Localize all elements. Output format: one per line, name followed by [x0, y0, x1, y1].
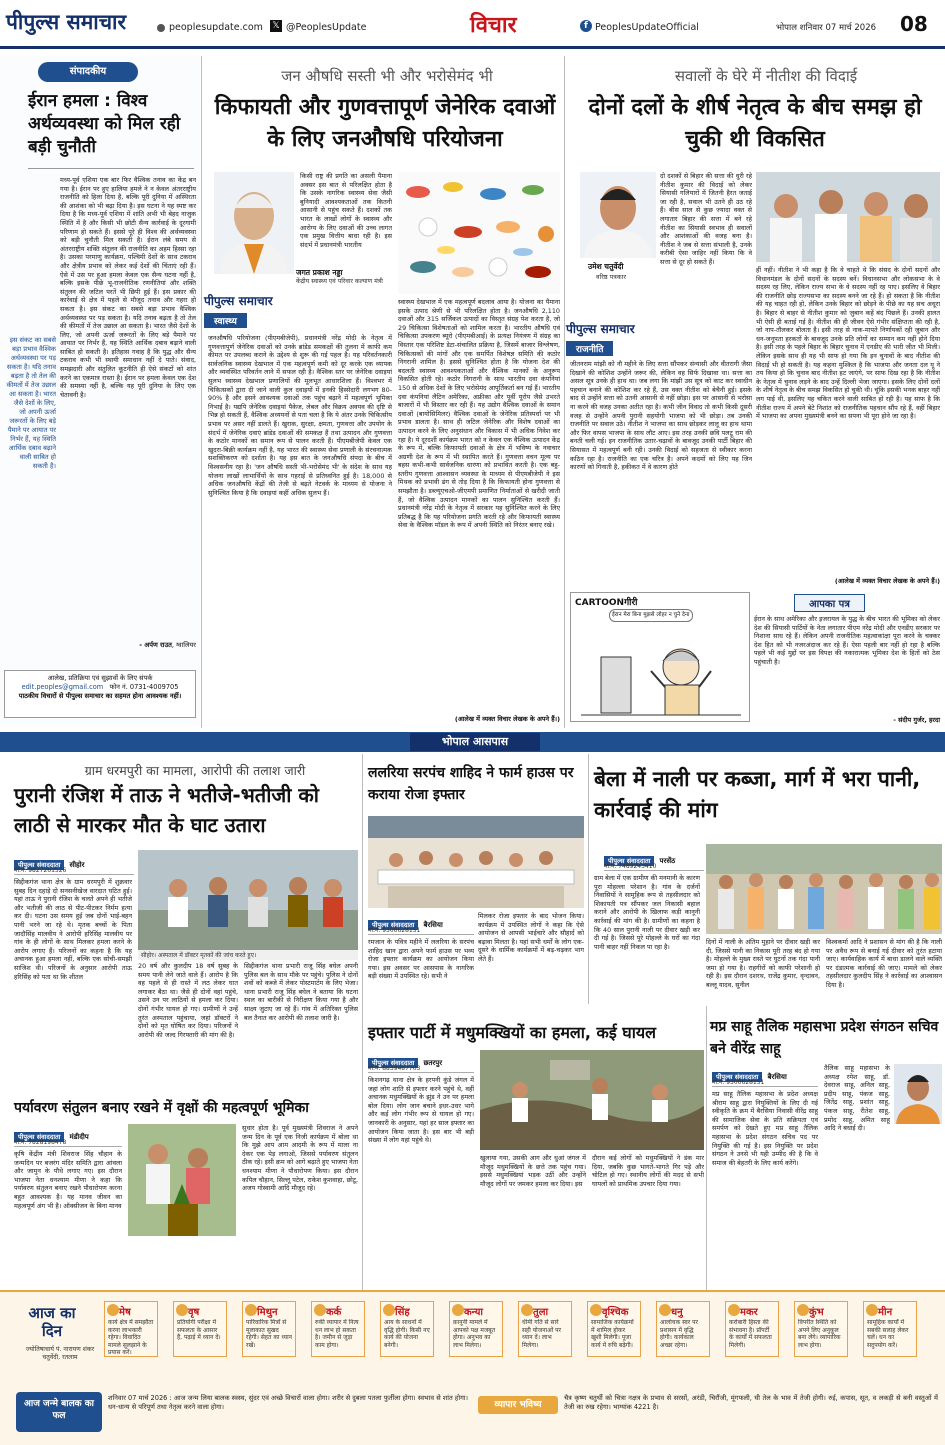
sahu-col2: तैलिक साहू महासभा के अध्यक्ष रमेश साहू, डॉ. देवराज साहू, अनिल साहू, प्रदीप साहू, पंकज साहू, जितेंद्र साहू, प्रशांत साहू, पंकज साहू, रीतेश साहू, प्रमोद साहू, अमित साहू आदि ने बधाई दी।: [824, 1064, 890, 1133]
sign-name: वृष: [188, 1307, 200, 1318]
masthead: [0, 0, 945, 56]
jan-intro: किसी राष्ट्र की प्रगति का असली पैमाना अक्सर इस बात से परिलक्षित होता है कि उसके नागरिक स्वास्थ्य सेवा जैसी बुनियादी आवश्यकताओं तक कितनी आसानी से पहुंच सकते हैं। दशकों तक भारत के लाखों लोगों के स्वास्थ्य और आरोग्य के लिए दवाओं की उच्च लागत एक प्रमुख वित्तीय बाधा रही है। इस संदर्भ में प्रधानमंत्री भारतीय: [300, 172, 392, 249]
murder-col3: सिद्दीकगंज थाना प्रभारी राजू सिंह बघेल अपनी पुलिस बल के साथ मौके पर पहुंचे। पुलिस ने दोनों शवों को कब्जे में लेकर पोस्टमार्टम के लिए भेजा। थाना प्रभारी राजू सिंह बघेल ने बताया कि घटना स्थल का बारीकी से निरीक्षण किया गया है और साक्ष्य जुटाए जा रहे हैं। गांव में अतिरिक्त पुलिस बल तैनात कर आरोपी की तलाश जारी है।: [244, 962, 358, 1022]
sign-text: सामूहिक कार्यों में सबकी सलाह लेकर चलें। धन का सदुपयोग करें।: [867, 1319, 909, 1349]
sign-text: कार्य क्षेत्र में समझौता करना लाभकारी रहेगा। विवादित मामले सुलझाने के प्रयास करें।: [108, 1319, 154, 1356]
sahu-photo: [894, 1064, 942, 1124]
zodiac-icon: [176, 1304, 188, 1316]
cartoon-label: CARTOONगीरी: [575, 598, 638, 608]
birthday-text: शनिवार 07 मार्च 2026 : आज जन्म लिया बालक स्वस्थ, सुंदर एवं अच्छे विचारों वाला होगा। शरीर से दुबला पतला फुर्तीला होगा। स्वभाव से शांत होगा। धन-धान्य से परिपूर्ण तथा नेतृत्व करने वाला होगा।: [108, 1394, 468, 1411]
sign-text: आय के साधनों में वृद्धि होगी। किसी नए कार्य की योजना बनेगी।: [384, 1319, 430, 1349]
sign-text: विपरीत स्थिति को अपने लिए अनुकूल बना लेंगे। व्यापारिक लाभ होगा।: [798, 1319, 841, 1349]
contact-box: [4, 670, 196, 718]
nitish-col1: जीतनराम मांझी को नौ महीने के लिए सत्ता सौंपकर संन्यासी और वीतरागी जैसा दिखाने की कोशिश उन्होंने जरूर की, लेकिन वह सिर्फ दिखावा था। सत्ता का असल सूत्र उनके ही हाथ था। जब लगा कि मांझी उस सूत्र को काट कर स्वाधीन पहचान बनाने की कोशिश कर रहे हैं, उस वक्त नीतीश को बेचैनी हुई। इसके बाद से उन्होंने सत्ता को उतनी आसानी से नहीं छोड़ा। इस पर आसानी से भरोसा ना करने की वजह उनका अतीत रहा है। कभी जीन विवाद तो कभी किसी दूसरी वजह से उन्होंने अपनी पुरानी सहयोगी भाजपा को भी छोड़ा। तब उनकी राजनीति पर सवाल उठे। नीतीश ने भाजपा का साथ छोड़कर लालू का हाथ थामा और फिर वापस भाजपा के साथ लौट आए। इस तरह उनकी छवि पलटू राम की बनती चली गई। इन राजनीतिक उतार-चढ़ावों के बावजूद उनकी पार्टी बिहार की सियासत में महत्वपूर्ण बनी रही। उनकी विदाई को सहजता से स्वीकार करना कठिन रहा है। राजनीति का एक चरित्र है। अपने कदमों को लिए यह जिन कारणों को गिनाती है, हकीकत में वे कारण होते: [570, 360, 752, 472]
portrait-illustration: [894, 1064, 942, 1124]
byline-place: परसेंठ: [659, 857, 676, 865]
trees-col1: कृषि केंद्रीय मंत्री शिवराज सिंह चौहान के जन्मदिन पर बजरंग मंदिर समिति द्वारा आंवला और जामुन के पौधे लगाए गए। इस दौरान भाजपा नेता धनश्याम मीणा ने कहा कि पर्यावरण संतुलन बनाए रखने पौधारोपण करना बहुत आवश्यक है। यह मानव जीवन का महत्वपूर्ण अंग भी है। ऑक्सीजन के बिना मानव: [14, 1150, 122, 1210]
pills-illustration: [398, 172, 560, 294]
zodiac-icon: [797, 1304, 809, 1316]
horoscope-sign-4: [380, 1301, 434, 1357]
business-text: चैत्र कृष्ण चतुर्थी को चित्रा नक्षत्र के प्रभाव से सरसों, अरंडी, चिरौंजी, मूंगफली, घी तेल के भाव में तेजी होगी। रुई, कपास, सूत, व लकड़ी से बनी वस्तुओं में तेजी का रुख रहेगा। भाग्यांक 4221 है।: [564, 1394, 938, 1411]
sign-name: कर्क: [326, 1307, 342, 1318]
business-title: व्यापार भविष्य: [478, 1396, 558, 1414]
byline-place: बैरसिया: [767, 1073, 787, 1081]
murder-headline: पुरानी रंजिश में ताऊ ने भतीजे-भतीजी को लाठी से मारकर मौत के घाट उतारा: [14, 783, 319, 837]
sahu-mobile: मो.नं. 9300628151: [712, 1078, 818, 1087]
murder-mobile: मो.नं. 9827261526: [14, 866, 134, 875]
letters-box: [754, 592, 940, 722]
nitish-intro: दो दशकों से बिहार की सत्ता की धुरी रहे नीतीश कुमार की विदाई को लेकर सियासी गलियारों में जितनी हैरत जताई जा रही है, सवाल भी उतने ही उठ रहे हैं। बीस साल से कुछ ज्यादा वक्त से लगातार बिहार की सत्ता में बने रहे नीतीश का सियासी स्वभाव ही सवालों और आशंकाओं की वजह बना है। नीतीश ने जब से सत्ता संभाली है, उनके करीबी ऐसा जाहिर नहीं किया कि वे सत्ता से दूर हो सकते हैं।: [660, 172, 752, 266]
contact-details: [8, 683, 192, 692]
horoscope-sign-5: [449, 1301, 503, 1357]
nitish-kicker: सवालों के घेरे में नीतीश की विदाई: [674, 67, 858, 85]
byline-label: पीपुल्स संवाददाता: [368, 1058, 418, 1068]
x-handle[interactable]: @PeoplesUpdate: [286, 22, 367, 33]
sign-text: रुकी व्यापार में नित्य धन लाभ हो सकता है। जमीन से जुड़ा काम होगा।: [315, 1319, 359, 1349]
local-band-label: भोपाल आसपास: [410, 733, 540, 751]
trees-col2: सुधार होता है। पूर्व मुख्यमंत्री शिवराज ने अपने जन्म दिन के पूर्व एक निजी कार्यक्रम में बोला था कि मुझे आप आम आदमी के रूप में माला ना देकर एक पेड़ लगाओ, जिससे पर्यावरण संतुलन ठीक रहे। इसी क्रम को आगे बढ़ाते हुए भाजपा नेता धनश्याम मीणा ने पौधारोपण किया। इस दौरान कपिल चौहान, सिल्लू पटेल, राकेश कुशवाहा, छोटू, अजय गोस्वामी आदि मौजूद रहे।: [242, 1124, 358, 1193]
story-drain: [590, 754, 944, 1004]
dateline: भोपाल शनिवार 07 मार्च 2026: [776, 23, 877, 33]
jan-col1: जनऔषधि परियोजना (पीएमबीजेपी), प्रधानमंत्री नरेंद्र मोदी के नेतृत्व में गुणवत्तापूर्ण जेनेरिक दवाओं को उनके ब्रांडेड समकक्षों की तुलना में काफी कम कीमत पर उपलब्ध कराने के उद्देश्य से शुरू की गई पहल है। यह परिवर्तनकारी सार्वजनिक स्वास्थ्य देखभाल में एक महत्वपूर्ण कमी को दूर करके एक व्यापक और व्यवस्थित परिवर्तन लाने में सफल रही है। वैश्विक स्तर पर जेनेरिक दवाइयां सुलभ स्वास्थ्य देखभाल प्रणालियों की मूलभूत आधारशिला हैं। विश्वभर में चिकित्सकों द्वारा दी जाने वाली कुल दवाइयों में इनकी हिस्सेदारी लगभग 80-90% है और इसने आवश्यक दवाओं तक पहुंच बढ़ाने में महत्वपूर्ण भूमिका निभाई है। यद्यपि जेनेरिक दवाइयां पैकेज, लेबल और विक्रय अवयव की दृष्टि से भिन्न हो सकती हैं, वैश्विक अध्ययनों से पता चला है कि ये अंतर उनके चिकित्सीय प्रभाव पर असर नहीं डालते हैं। खुराक, सुरक्षा, क्षमता, गुणवत्ता और उपयोग के संदर्भ में जेनेरिक दवाएं ब्रांडेड दवाओं की समकक्ष हैं तथा उत्पादन और गुणवत्ता के कठोर मानकों का समान रूप से पालन करती हैं। पीएमबीजेपी केवल एक खुदरा-बिक्री कार्यक्रम नहीं है, यह भारत की स्वास्थ्य सेवा प्रणाली के संरचनात्मक सशक्तिकरण को दर्शाता है। यह इस बात के जनऔषधि संपदा के बीच में विश्वसनीय रहा है। 'जन औषधि सस्ती भी-भरोसेमंद भी' के संदेश के साथ यह योजना लाखों लाभार्थियों के साथ गहराई से प्रतिध्वनित हुई है। 18,000 से अधिक जनऔषधि केंद्रों की तेजी से बढ़ते नेटवर्क के माध्यम से योजना ने सुनिश्चित किया है कि दवाइयां कहीं अधिक सुलभ हैं।: [208, 334, 392, 497]
facebook-icon: f: [580, 20, 592, 32]
horoscope-sign-11: [863, 1301, 917, 1357]
facebook-handle[interactable]: PeoplesUpdateOfficial: [595, 22, 699, 33]
story-bees: [364, 1006, 704, 1338]
sign-text: धीमी गति से सारे सही योजनाओं पर ध्यान दें। लाभ मिलेगा।: [522, 1319, 561, 1349]
drain-headline: बेला में नाली पर कब्जा, मार्ग में भरा पानी, कार्रवाई की मांग: [594, 767, 921, 822]
masthead-rule: [0, 46, 945, 49]
editorial-body: मध्य-पूर्व एशिया एक बार फिर वैश्विक तनाव का केंद्र बन गया है। ईरान पर हुए हालिया हमले ने न केवल अंतरराष्ट्रीय राजनीति को हिला दिया है, बल्कि पूरी दुनिया में अस्थिरता की आशंका को भी बढ़ा दिया है। इस घटना ने यह स्पष्ट कर दिया है कि मध्य-पूर्व एशिया में शांति अभी भी बेहद नाजुक स्थिति में है और किसी भी छोटी सैन्य कार्रवाई के दूरगामी परिणाम हो सकते हैं। इससे पूरे ही विश्व की अर्थव्यवस्था को बड़ी चुनौती मिल सकती है। ईरान लंबे समय से अंतरराष्ट्रीय शक्ति संतुलन की राजनीति का अहम हिस्सा रहा है। उसका परमाणु कार्यक्रम, पश्चिमी देशों के साथ टकराव और क्षेत्रीय प्रभाव को लेकर कई देशों की चिंताएं रही हैं। ऐसे में उस पर हुआ हमला केवल एक सैन्य घटना नहीं है, बल्कि इसके पीछे भू-राजनीतिक रणनीतियां और शक्ति संतुलन की जटिल परतें भी छिपी हुई हैं। इस प्रकार की कार्रवाई से क्षेत्र में पहले से मौजूद तनाव और गहरा हो सकता है। इस संकट का सबसे बड़ा प्रभाव वैश्विक अर्थव्यवस्था पर पड़ सकता है। यदि तनाव बढ़ता है तो तेल की कीमतों में तेज उछाल आ सकता है। भारत जैसे देशों के लिए, जो अपनी ऊर्जा जरूरतों के लिए बड़े पैमाने पर आयात पर निर्भर हैं, यह स्थिति आर्थिक दबाव बढ़ाने वाली साबित हो सकती है। इतिहास गवाह है कि युद्ध और सैन्य टकराव कभी भी स्थायी समाधान नहीं दे पाते। संवाद, समझदारी और संतुलित कूटनीति ही ऐसे संकटों को शांत करने का एकमात्र रास्ता है। ईरान पर हमला केवल एक देश की समस्या नहीं है, बल्कि यह पूरी दुनिया के लिए एक चेतावनी है।: [60, 176, 196, 399]
brand-logo: पीपुल्स समाचार: [6, 10, 127, 34]
health-section-tag: स्वास्थ्य: [204, 313, 247, 328]
horoscope-sign-9: [725, 1301, 779, 1357]
today-text: ज्योतिषाचार्य पं. नारायण शंकर चतुर्वेदी, रतलाम: [25, 1346, 95, 1361]
today-box: [16, 1300, 102, 1392]
disclaimer: पाठकीय विचारों से पीपुल्स समाचार का सहमत होना आवश्यक नहीं।: [18, 692, 182, 700]
horoscope-sign-8: [656, 1301, 710, 1357]
editorial-rule: [28, 168, 194, 169]
zodiac-icon: [314, 1304, 326, 1316]
zodiac-icon: [107, 1304, 119, 1316]
byline-place: छतरपुर: [423, 1059, 443, 1067]
sign-name: कन्या: [464, 1307, 484, 1318]
cartoon-bubble: ईरान मेरा बिना मुझसे लोहर न चुने देना: [609, 609, 693, 622]
editorial-headline: ईरान हमला : विश्व अर्थव्यवस्था को मिल रही बड़ी चुनौती: [28, 91, 181, 157]
website-icon: [157, 24, 165, 32]
jan-headline: किफायती और गुणवत्तापूर्ण जेनेरिक दवाओं के लिए जनऔषधि परियोजना: [214, 95, 556, 152]
zodiac-icon: [728, 1304, 740, 1316]
politics-brand: पीपुल्स समाचार: [566, 322, 635, 336]
murder-photo: [138, 850, 358, 950]
drain-col3: विश्वकर्मा आदि ने प्रशासन से मांग की है कि नाली पर अवैध रूप से बनाई गई दीवार को तुरंत हटाया जाए। कार्यवाहिक कार्य में बाधा डालने वाले व्यक्ति पर दंडात्मक कार्रवाई की जाए। मामले को लेकर तहसीलदार कुलदीप सिंह ने कार्रवाई का आश्वासन दिया है।: [826, 938, 942, 989]
jan-col2: स्वास्थ्य देखभाल में एक महत्वपूर्ण बदलाव आया है। योजना का पैमाना इसके उत्पाद श्रेणी से भी परिलक्षित होता है। जनऔषधि 2,110 दवाओं और 315 सर्जिकल उत्पादों का विस्तृत संग्रह पेश करता है, जो 29 चिकित्सा विशेषताओं को शामिल करता है। भारतीय औषधि एवं चिकित्सा उपकरण ब्यूरो (पीएमबीआई) के प्रत्यक्ष नियंत्रण में संग्रह का विस्तार एक परिशिष्ट डेटा-संचालित प्रक्रिया है, जिसमें बाजार विश्लेषण, चिकित्सकों की मांगों और एक समर्पित विशेषज्ञ समिति की कठोर निगरानी शामिल है। इससे सुनिश्चित होता है कि योजना देश की बदलती स्वास्थ्य आवश्यकताओं और वैश्विक मानकों के अनुरूप विकसित होती रहे। कठोर निगरानी के साथ भारतीय दवा कंपनियां 150 से अधिक देशों के लिए भरोसेमंद आपूर्तिकर्ता बन गई हैं। भारतीय दवा कंपनियां लैटिन अमेरिका, अफ्रीका और पूर्वी यूरोप जैसे उभरते बाजारों में भी विस्तार कर रही हैं। यह उद्योग वैश्विक दवाओं के समान दवाओं (बायोसिमिलर) वैश्विक दवाओं के जेनेरिक प्रतिस्पर्धा पर भी प्रभाव डालता है। साथ ही जटिल जेनेरिक और विशेष दवाओं का उत्पादन करने के लिए अनुसंधान और विकास में भी अधिक निवेश कर रहा है। ये दूरदर्शी कार्यक्रम भारत को न केवल एक वैश्विक उत्पादन केंद्र के रूप में, बल्कि किफायती दवाओं के क्षेत्र में भविष्य के नवाचार अग्रणी देश के रूप में भी स्थापित करते हैं। गुणवत्ता वचन मूल्य पर बहस कभी-कभी सार्वजनिक धारणा को प्रभावित करती है। एक बहु-स्तरीय गुणवत्ता आश्वासन व्यवस्था के माध्यम से पीएमबीजेपी ने इस मिथक को प्रभावी ढंग से तोड़ दिया है कि किफायती होना गुणवत्ता से समझौता है। डब्ल्यूएचओ-जीएमपी प्रमाणित निर्माताओं से खरीदी जाती हैं, जो वैश्विक उत्पादन मानकों का पालन सुनिश्चित करती हैं। प्रधानमंत्री नरेंद्र मोदी के नेतृत्व में सरकार यह सुनिश्चित करने के लिए प्रतिबद्ध है कि यह परियोजना प्रगति करती रहे और किफायती स्वास्थ्य सेवा के वैश्विक मॉडल के रूप में अपनी स्थिति को निरंतर बनाए रखे।: [398, 298, 560, 530]
page-number: 08: [900, 12, 928, 36]
politics-section-tag: राजनीति: [566, 341, 613, 356]
sign-name: मिथुन: [257, 1307, 278, 1318]
editorial-column: [0, 56, 200, 724]
politics-brand-box: [566, 320, 658, 356]
byline-label: पीपुल्स संवाददाता: [712, 1072, 762, 1082]
horoscope-sign-3: [311, 1301, 365, 1357]
contact-line: आलेख, प्रतिक्रिया एवं सुझावों के लिए संपर्क: [47, 674, 153, 682]
letter-sign: - अर्पण राउत, ग्वालियर: [139, 641, 196, 649]
article-jan-aushadhi: [204, 56, 562, 728]
byline-label: पीपुल्स संवाददाता: [604, 856, 654, 866]
x-icon: 𝕏: [270, 20, 282, 32]
sign-name: वृश्चिक: [602, 1307, 629, 1318]
byline-label: पीपुल्स संवाददाता: [368, 920, 418, 930]
sign-text: क़ानूनी मामले में आपको पक्ष मजबूत होगा। अनुभव का लाभ मिलेगा।: [453, 1319, 496, 1349]
author-photo-nadda: [214, 172, 294, 274]
zodiac-icon: [866, 1304, 878, 1316]
bees-col3: दौरान कई लोगों को मधुमक्खियों ने डंक मार दिया, जबकि कुछ भागते-भागते गिर पड़े और चोटिल हो गए। स्थानीय लोगों की मदद से सभी घायलों को प्राथमिक उपचार दिया गया।: [592, 1154, 704, 1188]
sign-name: मकर: [740, 1307, 758, 1318]
horoscope-strip: [0, 1290, 945, 1445]
murder-kicker: ग्राम धरमपुरी का मामला, आरोपी की तलाश जारी: [84, 763, 306, 778]
zodiac-icon: [383, 1304, 395, 1316]
horoscope-sign-1: [173, 1301, 227, 1357]
today-title: आज का दिन: [28, 1304, 76, 1340]
zodiac-icon: [452, 1304, 464, 1316]
drain-col2: दिनों में नाली के अंतिम मुहाने पर दीवार खड़ी कर दी, जिससे पानी का निकास पूरी तरह बंद हो गया है। मोहल्ले के मुख्य रास्ते पर घुटनों तक गंदा पानी जमा हो गया है। राहगीरों को काफी परेशानी हो रही है। इस दौरान दशरथ, राजेंद्र कुमार, वृन्दावन, बल्लू यादव, सुनील: [706, 938, 820, 989]
iftar-illustration: [368, 816, 584, 908]
bees-col1: किशनगढ़ थाना क्षेत्र के हरपनी कुंडे जंगल में जहां लोग शाति से इफ्तार करने पहुंचे थे, वहीं अचानक मधुमक्खियों के झुंड ने उन पर हमला बोल दिया। लोग जान बचाने इधर-उधर भागे और कई लोग गंभीर रूप से घायल हो गए। जानकारी के अनुसार, यहां हर साल इफ्तार का आयोजन किया जाता है। इस बार भी बड़ी संख्या में लोग यहां पहुंचे थे।: [368, 1076, 474, 1145]
zodiac-icon: [590, 1304, 602, 1316]
hospital-illustration: [138, 850, 358, 950]
murder-col1: सिद्दीकगंज थाना क्षेत्र के ग्राम धरमपुरी में शुक्रवार सुबह दिन दहाड़े दो सनसनीखेज वारदात घटित हुई। यहां ताऊ ने पुरानी रंजिश के चलते अपने ही भतीजे और भतीजी की लाठ से पीट-पीटकर निर्मम हत्या कर दी। घटना उस समय हुई जब दोनों भाई-बहन पानी भरने जा रहे थे। मृतक बच्चों के पिता जादौसिंह मालवीय ने आरोपी हरिसिंह मालवीय पर गांव के ही लोगों के साथ मिलकर हमला करने के आरोप लगाए हैं। परिजनों का कहना है कि यह अचानक हुआ हमला नहीं, बल्कि एक सोची-समझी साजिश थी। परिजनों के अनुसार आरोपी ताऊ हरिसिंह को पता था कि शीतल: [14, 878, 132, 981]
website-link[interactable]: peoplesupdate.com: [169, 22, 263, 33]
byline-place: सीहोर: [69, 861, 85, 869]
byline-place: मंडीदीप: [69, 1133, 89, 1141]
trees-headline: पर्यावरण संतुलन बनाए रखने में वृक्षों की महत्वपूर्ण भूमिका: [14, 1100, 309, 1116]
sign-name: सिंह: [395, 1307, 410, 1318]
letters-title: आपका पत्र: [794, 594, 865, 612]
byline-label: पीपुल्स संवाददाता: [14, 860, 64, 870]
letters-sign: - संदीप गुर्जर, हरदा: [893, 716, 940, 724]
author-role-umesh: वरिष्ठ पत्रकार: [596, 273, 626, 281]
drain-photo: [706, 844, 942, 934]
zodiac-icon: [245, 1304, 257, 1316]
editorial-tag: संपादकीय: [38, 62, 138, 82]
villagers-illustration: [706, 844, 942, 934]
portrait-illustration: [214, 172, 294, 274]
sign-name: मीन: [878, 1307, 893, 1318]
horoscope-sign-2: [242, 1301, 296, 1357]
letters-body: ईरान के साथ अमेरिका और इजरायल के युद्ध के बीच भारत की भूमिका को लेकर देश की सियासी पार्टियों के नेता लगातार पीएम नरेंद्र मोदी और एनडीए सरकार पर निशाना साध रहे हैं। लेकिन अपनी राजनीतिक महत्वाकांक्षा पूरा करने के चक्कर देश हित को भी नजरअंदाज कर रहे हैं। ऐसा पहली बार नहीं हो रहा है बल्कि पहले भी कई मुद्दों पर इस विपक्ष की नकारात्मक भूमिका देश के हितों को ठेस पहुंचाती है।: [754, 615, 940, 666]
roza-headline: ललरिया सरपंच शाहिद ने फार्म हाउस पर कराया रोजा इफ्तार: [368, 765, 574, 803]
sign-text: पारिवारिक मित्रों से मुलाकात सुखद रहेगी। सेहत का ध्यान रखें।: [246, 1319, 292, 1349]
murder-caption: सीहोर। अस्पताल में डॉक्टर मृतकों की जांच करते हुए।: [138, 950, 358, 960]
jan-kicker: जन औषधि सस्ती भी और भरोसेमंद भी: [281, 67, 493, 85]
author-role-nadda: केंद्रीय स्वास्थ्य एवं परिवार कल्याण मंत्री: [296, 278, 383, 285]
bees-col2: खुलाया गया, उसकी आग और धुआं जंगल में मौजूद मधुमक्खियों के छत्ते तक पहुंच गया। इससे मधुमक्खियां भड़क उठीं और उन्होंने मौजूद लोगों पर जमकर हमला कर दिया। इस: [480, 1154, 586, 1188]
horoscope-sign-0: [104, 1301, 158, 1357]
author-name-nadda: जगत प्रकाश नड्डा: [296, 268, 343, 277]
drain-col1: ग्राम बेला में एक ग्रामीण की मनमानी के कारण पूरा मोहल्ला परेशान है। गांव के दर्जनों निवासियों ने सामूहिक रूप से तहसीलदार को शिकायती पत्र सौंपकर जल निकासी बहाल कराने और आरोपी के खिलाफ कड़ी कानूनी कार्रवाई की मांग की है। ग्रामीणों का कहना है कि 40 साल पुरानी नाली पर दीवार खड़ी कर दी गई है। जिससे पूरे मोहल्ले के घरों का गंदा पानी बाहर नहीं निकल पा रहा है।: [594, 874, 700, 951]
contact-email[interactable]: edit.peoples@gmail.com: [21, 683, 104, 691]
trees-photo: [128, 1124, 236, 1236]
zodiac-icon: [521, 1304, 533, 1316]
story-sahu: [708, 1006, 944, 1338]
sign-name: मेष: [119, 1307, 131, 1318]
horoscope-sign-6: [518, 1301, 572, 1357]
medicine-pills-photo: [398, 172, 560, 294]
nitish-col2: हीं नहीं। नीतीश ने भी कहा है कि वे चाहते थे कि संसद के दोनों सदनों और विधानमंडल के दोनों सदनों के सदस्य बनें। विधानसभा और लोकसभा के वे सदस्य रह लिए, लेकिन राज्य सभा के वे सदस्य नहीं रह पाए। इसलिए वे बिहार की राजनीति छोड़ राज्यसभा का सदस्य बनने जा रहे हैं। हो सकता है कि नीतीश की यह चाहत रही हो, लेकिन उनके बिहार को छोड़ने के पीछे का यह सच अधूरा है। बिहार से बाहर से नीतीश कुमार को जुबान कहें बंद पिछले हैं। उनकी हालत भी ऐसी ही बताई गई है। नीतीश की ही जीवन ऐसे गंभीर संक्षिप्तता की रही है, जो नाप-तौलकर बोलता है। इसी तरह से नाक-मापते निर्णायकों रही जुबान और धन-जनूपता हरकतों के बावजूद उनके प्रति लोगों का सम्मान कम नहीं होने दिया है। इसी तरह के पहले बिहार के बिहार चुनाव में एनडीए की भारी जीत भी मिली। लेकिन इसके साथ ही यह भी साफ हो गया कि इन चुनावों के बाद नीतीश की विदाई भी हो सकती है। यह कहना मुश्किल है कि भाजपा और जनता दल यू ने तय किया हो कि चुनाव बाद नीतीश हट जाएंगे, पर साफ दिख रहा है कि नीतीश के नेतृत्व में चुनाव लड़ने के बाद उन्हें दिल्ली भेजा जाएगा। इसके लिए दोनों दलों के शीर्ष नेतृत्व के बीच समझ विकसित हो चुकी थी। चूंकि इसकी भनक बाहर नहीं लग पाई थी, इसलिए यह चकित करने वाली साबित हो रही है। यह साफ है कि नीतीश राज्य में अपने बेटे निशांत को राजनीतिक पहचान सौंप रहे हैं, वहीं बिहार में भाजपा का अपना मुख्यमंत्री बनने का सपना भी पूरा होने जा रहा है।: [756, 266, 940, 421]
article-nitish: [566, 56, 944, 728]
drain-mobile: मो.नं. 7489243410: [604, 862, 704, 871]
bees-mobile: मो.नं. 8839487703: [368, 1064, 474, 1073]
trees-mobile: मो.नं. 7828198478: [14, 1138, 122, 1147]
cartoon-illustration: [581, 627, 741, 719]
sign-text: सामाजिक कार्यक्रमों में शामिल होकर खुशी मिलेगी। पूजा कार्य में रुचि बढ़ेगी।: [591, 1319, 634, 1349]
cartoon-box: [570, 592, 750, 722]
zodiac-icon: [659, 1304, 671, 1316]
sign-text: आलोचक स्वर पर प्रशासन में वृद्धि होगी। कार्यकाल अच्छा रहेगा।: [660, 1319, 698, 1349]
sign-name: तुला: [533, 1307, 549, 1318]
byline-label: पीपुल्स संवाददाता: [14, 1132, 64, 1142]
sign-text: करोबारी हिस्ता की संभावना है। प्रॉपर्टी के कार्यों में सफलता मिलेगी।: [729, 1319, 772, 1349]
roza-col1: रमजान के पवित्र महीने में ललरिया के सरपंच शाहिद खान द्वारा अपने फार्म हाउस पर भव्य रोजा इफ्तार कार्यक्रम का आयोजन किया गया। इस अवसर पर आसपास के नागरिक बड़ी संख्या में उपस्थित रहे। सभी ने: [368, 938, 474, 981]
local-band: [0, 732, 945, 752]
story-roza: [364, 754, 586, 1004]
horoscope-signs: [104, 1298, 940, 1360]
roza-photo: [368, 816, 584, 908]
story-murder: [0, 754, 360, 1094]
sahu-headline: मप्र साहू तैलिक महासभा प्रदेश संगठन सचिव बने वीरेंद्र साहू: [710, 1019, 939, 1057]
section-title: विचार: [470, 13, 517, 38]
author-name-umesh: उमेश चतुर्वेदी: [588, 262, 624, 271]
group-illustration: [756, 172, 940, 262]
sign-name: धनु: [671, 1307, 683, 1318]
horoscope-sign-7: [587, 1301, 641, 1357]
editorial-side-quote: इस संकट का सबसे बड़ा प्रभाव वैश्विक अर्थव्यवस्था पर पड़ सकता है। यदि तनाव बढ़ता है तो तेल की कीमतों में तेज उछाल आ सकता है। भारत जैसे देशों के लिए, जो अपनी ऊर्जा जरूरतों के लिए बड़े पैमाने पर आयात पर निर्भर हैं, यह स्थिति आर्थिक दबाव बढ़ाने वाली साबित हो सकती है।: [6, 336, 56, 470]
roza-mobile: मो.नं. 9300628151: [368, 926, 474, 935]
horoscope-sign-10: [794, 1301, 848, 1357]
plantation-illustration: [128, 1124, 236, 1236]
jan-footer: (आलेख में व्यक्त विचार लेखक के अपने हैं।): [454, 715, 560, 723]
health-brand-box: [204, 292, 296, 328]
nitish-headline: दोनों दलों के शीर्ष नेतृत्व के बीच समझ हो चुकी थी विकसित: [588, 95, 922, 152]
birthday-title: आज जन्मे बालक का फल: [24, 1399, 94, 1421]
forest-illustration: [480, 1050, 704, 1150]
health-brand: पीपुल्स समाचार: [204, 294, 273, 308]
roza-col2: मिलकर रोजा इफ्तार के बाद भोजन किया। कार्यक्रम में उपस्थित लोगों ने कहा कि ऐसे आयोजन से आपसी भाईचारे और सौहार्द को बढ़ावा मिलता है। यहां सभी धर्मों के लोग एक-दूसरे के धार्मिक कार्यक्रमों में बढ़-चढ़कर भाग लेते हैं।: [478, 912, 584, 963]
author-photo-umesh: [580, 172, 656, 258]
bees-headline: इफ्तार पार्टी में मधुमक्खियों का हमला, कई घायल: [368, 1023, 656, 1042]
birthday-box: [16, 1392, 102, 1432]
portrait-illustration: [580, 172, 656, 258]
contact-phone: फोन नं. 0731-4009705: [109, 683, 179, 691]
sahu-col1: मप्र साहू तैलिक महासभा के प्रदेश अध्यक्ष श्रीराम साहू द्वारा नियुक्तियों के लिए दी गई स्वीकृति के क्रम में बैरसिया निवासी वीरेंद्र साहू की सामाजिक सेवा के प्रति सक्रियता एवं समर्पण को देखते हुए मप्र साहू तैलिक महासभा के प्रदेश संगठन सचिव पद पर नियुक्ति की गई है। इस नियुक्ति पर प्रदेश संगठन ने उनसे भी यही उम्मीद की है कि वे समाज की बेहतरी के लिए कार्य करेंगे।: [712, 1090, 818, 1167]
byline-place: बैरसिया: [423, 921, 443, 929]
sign-text: प्रतियोगी परीक्षा में सफलता के आसार हैं, पढ़ाई में ध्यान दें।: [177, 1319, 221, 1342]
nitish-footer: (आलेख में व्यक्त विचार लेखक के अपने हैं।): [834, 577, 940, 585]
sign-name: कुंभ: [809, 1307, 824, 1318]
murder-col2: 20 वर्ष और कुलदीप 18 वर्ष सुबह के समय पानी लेने जाते वाले हैं। आरोप है कि वह पहले से ही रास्ते में लठ लेकर घात लगाकर बैठा था। जैसे ही दोनों वहां पहुंचे, उसने उन पर लाठियों से हमला कर दिया। दोनों गंभीर घायल हो गए। ग्रामीणों ने उन्हें तुरंत अस्पताल पहुंचाया, जहां डॉक्टरों ने दोनों को मृत घोषित कर दिया। परिजनों ने आरोपी की जल्द गिरफ्तारी की मांग की है।: [138, 962, 238, 1039]
bees-photo: [480, 1050, 704, 1150]
nitish-group-photo: [756, 172, 940, 262]
